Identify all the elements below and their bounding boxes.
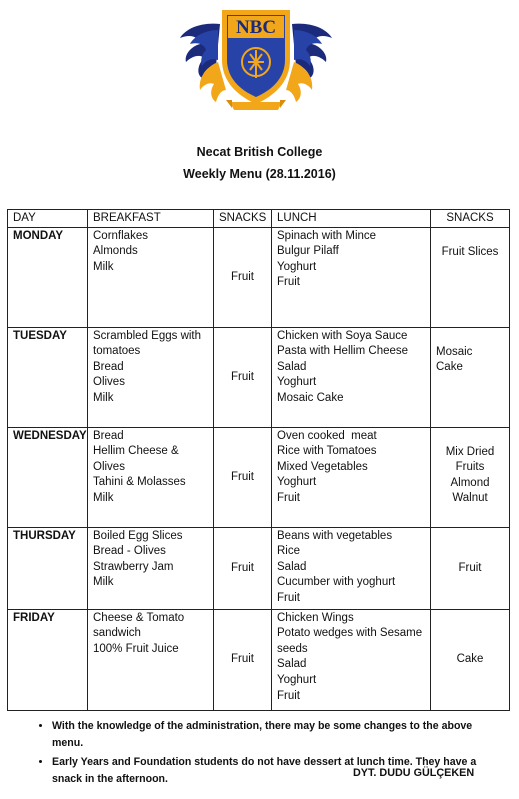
morning-snack-cell: Fruit [214, 327, 272, 427]
dietitian-signature: DYT. DUDU GÜLÇEKEN [353, 767, 475, 779]
lunch-cell [272, 609, 431, 710]
afternoon-snack-item: Walnut [452, 492, 488, 505]
breakfast-cell [88, 527, 214, 609]
lunch-item: Pasta with Hellim Cheese [277, 345, 409, 358]
breakfast-item: Almonds [93, 245, 138, 258]
school-logo [172, 4, 340, 120]
lunch-item: Mixed Vegetables [277, 460, 368, 473]
note-item: • With the knowledge of the administration, there may be some changes to the above menu. [52, 718, 502, 751]
lunch-item: Spinach with Mince [277, 229, 377, 242]
lunch-item: Fruit [277, 689, 300, 702]
lunch-item: Fruit [277, 491, 300, 504]
breakfast-cell [88, 609, 214, 710]
note-item: • Early Years and Foundation students do not have dessert at lunch time. They have a snack in the afternoon. [52, 754, 502, 787]
breakfast-item: Tahini & Molasses [93, 476, 186, 489]
breakfast-item: Milk [93, 491, 114, 504]
lunch-item: Rice [277, 545, 301, 558]
lunch-item: Oven cooked meat [277, 429, 377, 442]
header-day: DAY [8, 210, 88, 228]
lunch-cell [272, 427, 431, 527]
breakfast-cell [88, 427, 214, 527]
lunch-item: Salad [277, 560, 307, 573]
header-snacks-afternoon: SNACKS [431, 210, 510, 228]
breakfast-item: Bread [93, 360, 124, 373]
lunch-item: Cucumber with yoghurt [277, 576, 396, 589]
afternoon-snack-item: Mix Dried Fruits [445, 445, 495, 474]
day-cell: MONDAY [8, 227, 88, 327]
lunch-item: Beans with vegetables [277, 529, 393, 542]
day-cell: WEDNESDAY [8, 427, 88, 527]
breakfast-item: Hellim Cheese & Olives [93, 445, 179, 473]
header-snacks-morning: SNACKS [214, 210, 272, 228]
header-breakfast: BREAKFAST [88, 210, 214, 228]
breakfast-item: Milk [93, 260, 114, 273]
breakfast-item: Milk [93, 576, 114, 589]
lunch-item: Yoghurt [277, 260, 317, 273]
lunch-item: Yoghurt [277, 673, 317, 686]
morning-snack-cell: Fruit [214, 427, 272, 527]
afternoon-snack-cell [431, 227, 510, 327]
breakfast-item: Cornflakes [93, 229, 148, 242]
lunch-cell [272, 327, 431, 427]
breakfast-item: Cheese & Tomato sandwich [93, 611, 185, 640]
lunch-item: Chicken Wings [277, 611, 354, 624]
table-row [8, 327, 510, 427]
school-name: Necat British College [196, 145, 323, 159]
breakfast-item: Bread - Olives [93, 545, 166, 558]
afternoon-snack-item: Fruit Slices [441, 245, 499, 258]
table-row [8, 427, 510, 527]
lunch-item: Bulgur Pilaff [277, 245, 339, 258]
afternoon-snack-item: Cake [456, 653, 484, 666]
menu-subtitle: Weekly Menu (28.11.2016) [183, 167, 336, 181]
table-row [8, 227, 510, 327]
lunch-item: Potato wedges with Sesame seeds [277, 627, 423, 655]
breakfast-item: Milk [93, 391, 114, 404]
breakfast-item: Scrambled Eggs with tomatoes [93, 329, 202, 358]
logo-text: NBC [235, 17, 277, 38]
breakfast-item: Olives [93, 376, 125, 389]
breakfast-item: Boiled Egg Slices [93, 529, 183, 542]
breakfast-cell [88, 227, 214, 327]
table-row [8, 527, 510, 609]
breakfast-item: Strawberry Jam [93, 560, 174, 573]
afternoon-snack-item: Fruit [458, 561, 482, 574]
breakfast-cell [88, 327, 214, 427]
header-lunch: LUNCH [272, 210, 431, 228]
breakfast-item: 100% Fruit Juice [93, 642, 179, 655]
table-row [8, 609, 510, 710]
lunch-cell [272, 227, 431, 327]
menu-notes [32, 718, 502, 790]
day-cell: TUESDAY [8, 327, 88, 427]
afternoon-snack-item: Mosaic Cake [436, 345, 473, 374]
day-cell: FRIDAY [8, 609, 88, 710]
breakfast-item: Bread [93, 429, 124, 442]
afternoon-snack-cell [431, 427, 510, 527]
afternoon-snack-item: Almond [450, 476, 490, 489]
afternoon-snack-cell [431, 527, 510, 609]
lunch-item: Yoghurt [277, 476, 317, 489]
lunch-item: Mosaic Cake [277, 391, 344, 404]
morning-snack-cell: Fruit [214, 527, 272, 609]
morning-snack-cell: Fruit [214, 609, 272, 710]
lunch-cell [272, 527, 431, 609]
lunch-item: Salad [277, 658, 307, 671]
morning-snack-cell: Fruit [214, 227, 272, 327]
lunch-item: Fruit [277, 591, 300, 604]
lunch-item: Rice with Tomatoes [277, 445, 377, 458]
lunch-item: Fruit [277, 276, 300, 289]
afternoon-snack-cell [431, 609, 510, 710]
weekly-menu-table [7, 209, 510, 711]
day-cell: THURSDAY [8, 527, 88, 609]
lunch-item: Yoghurt [277, 376, 317, 389]
lunch-item: Chicken with Soya Sauce [277, 329, 408, 342]
afternoon-snack-cell [431, 327, 510, 427]
lunch-item: Salad [277, 360, 307, 373]
table-header-row [8, 210, 510, 228]
